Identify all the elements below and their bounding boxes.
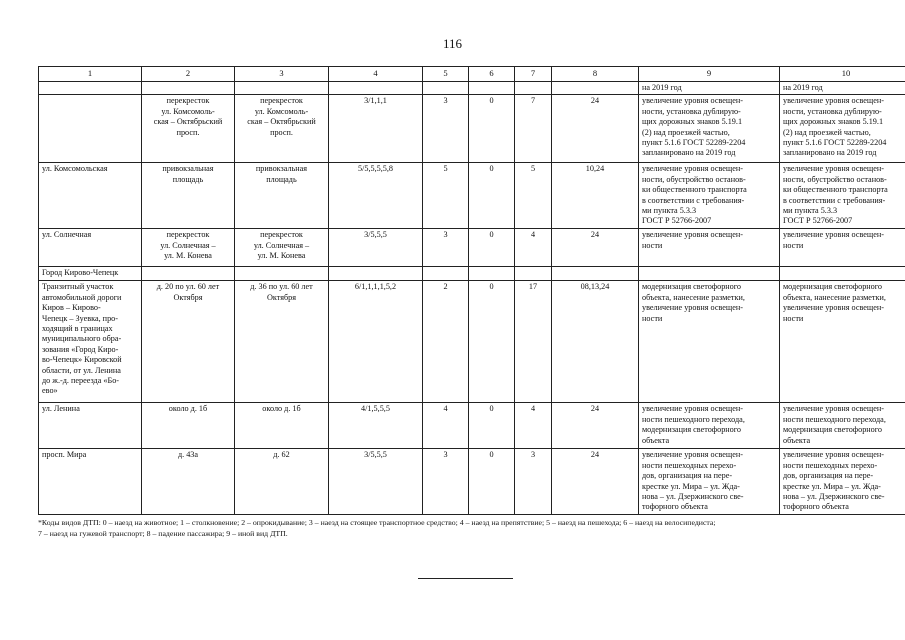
table-cell-col10 (780, 267, 905, 281)
header-cell: 9 (639, 67, 780, 82)
table-cell-col9: увеличение уровня освещен- ности, обустройство останов- ки общественного транспорта в соответствии с требования- ми пункта 5.3.3 ГОСТ Р 52766-2007 (639, 163, 780, 229)
table-cell-col9: модернизация светофорного объекта, нанесение разметки, увеличение уровня освещен- ности (639, 281, 780, 403)
accident-sites-table (38, 66, 905, 515)
header-cell: 8 (552, 67, 639, 82)
table-header-row (39, 67, 905, 82)
header-cell: 6 (469, 67, 515, 82)
footnote-line: *Коды видов ДТП: 0 – наезд на животное; 1 – столкновение; 2 – опрокидывание; 3 – наезд на стоящее транспортное средство; 4 – наезд на препятствие; 5 – наезд на пешехода; 6 – наезд на велосипедиста; (38, 518, 716, 527)
table-cell-col5: 3 (423, 449, 469, 515)
table-cell-col3 (235, 82, 329, 95)
table-cell-col6: 0 (469, 229, 515, 267)
header-cell: 7 (515, 67, 552, 82)
table-cell-col3: перекресток ул. Солнечная – ул. М. Конева (235, 229, 329, 267)
table-cell-col7 (515, 82, 552, 95)
footnote (38, 517, 888, 539)
table-cell-col2: перекресток ул. Комсомоль- ская – Октябрьский просп. (142, 95, 235, 163)
table-cell-col3 (235, 267, 329, 281)
table-cell-col7 (515, 267, 552, 281)
table-cell-col7: 4 (515, 403, 552, 449)
table-cell-col6 (469, 82, 515, 95)
table-cell-col6: 0 (469, 163, 515, 229)
table-cell-col10: увеличение уровня освещен- ности (780, 229, 905, 267)
table-cell-col5: 4 (423, 403, 469, 449)
table-cell-col5: 2 (423, 281, 469, 403)
table-cell-col2 (142, 82, 235, 95)
table-cell-col8 (552, 82, 639, 95)
table-row (39, 281, 905, 403)
table-cell-col3: перекресток ул. Комсомоль- ская – Октябрьский просп. (235, 95, 329, 163)
table-cell-col7: 4 (515, 229, 552, 267)
table-cell-col9: увеличение уровня освещен- ности, установка дублирую- щих дорожных знаков 5.19.1 (2) над проезжей частью, пункт 5.1.6 ГОСТ 52289-2204 запланировано на 2019 год (639, 95, 780, 163)
table-cell-col10: модернизация светофорного объекта, нанесение разметки, увеличение уровня освещен- ности (780, 281, 905, 403)
table-row (39, 82, 905, 95)
table-cell-col9: на 2019 год (639, 82, 780, 95)
table-cell-col5 (423, 82, 469, 95)
header-cell: 1 (39, 67, 142, 82)
table-cell-col8: 10,24 (552, 163, 639, 229)
header-cell: 2 (142, 67, 235, 82)
table-cell-col1: ул. Ленина (39, 403, 142, 449)
table-cell-col8: 24 (552, 403, 639, 449)
table-cell-col6: 0 (469, 281, 515, 403)
table-cell-col4: 4/1,5,5,5 (329, 403, 423, 449)
table-cell-col2: д. 43а (142, 449, 235, 515)
header-cell: 10 (780, 67, 905, 82)
table-cell-col8 (552, 267, 639, 281)
table-cell-col4: 3/5,5,5 (329, 229, 423, 267)
table-cell-col3: д. 36 по ул. 60 лет Октября (235, 281, 329, 403)
table-cell-col1 (39, 95, 142, 163)
table-row (39, 163, 905, 229)
header-cell: 5 (423, 67, 469, 82)
table-cell-col7: 3 (515, 449, 552, 515)
table-row (39, 267, 905, 281)
table-cell-col10: увеличение уровня освещен- ности, обустройство останов- ки общественного транспорта в соответствии с требования- ми пункта 5.3.3 ГОСТ Р 52766-2007 (780, 163, 905, 229)
table-cell-col10: увеличение уровня освещен- ности пешеходных перехо- дов, организация на пере- крестке ул. Мира – ул. Жда- нова – ул. Дзержинского све- тофорного объекта (780, 449, 905, 515)
separator-line (418, 578, 513, 579)
table-row (39, 403, 905, 449)
page-number: 116 (442, 36, 463, 51)
table-cell-col4: 3/1,1,1 (329, 95, 423, 163)
table-cell-col7: 17 (515, 281, 552, 403)
header-cell: 3 (235, 67, 329, 82)
table-cell-col5: 5 (423, 163, 469, 229)
table-cell-col1: Город Кирово-Чепецк (39, 267, 142, 281)
table-cell-col5: 3 (423, 95, 469, 163)
table-cell-col2 (142, 267, 235, 281)
header-cell: 4 (329, 67, 423, 82)
table-cell-col5 (423, 267, 469, 281)
table-row (39, 95, 905, 163)
table-cell-col9: увеличение уровня освещен- ности пешеходного перехода, модернизация светофорного объекта (639, 403, 780, 449)
table-cell-col1 (39, 82, 142, 95)
table-cell-col3: около д. 1б (235, 403, 329, 449)
table-cell-col6: 0 (469, 95, 515, 163)
table-cell-col2: перекресток ул. Солнечная – ул. М. Конева (142, 229, 235, 267)
table-cell-col10: увеличение уровня освещен- ности пешеходного перехода, модернизация светофорного объекта (780, 403, 905, 449)
table-cell-col8: 08,13,24 (552, 281, 639, 403)
table-cell-col4: 3/5,5,5 (329, 449, 423, 515)
table-cell-col7: 5 (515, 163, 552, 229)
table-cell-col6 (469, 267, 515, 281)
table-cell-col2: д. 20 по ул. 60 лет Октября (142, 281, 235, 403)
table-cell-col9: увеличение уровня освещен- ности (639, 229, 780, 267)
table-cell-col8: 24 (552, 95, 639, 163)
table-cell-col1: Транзитный участок автомобильной дороги Киров – Кирово- Чепецк – Зуевка, про- ходящий в границах муниципального обра- зования «Город Киро- во-Чепецк» Кировской области, от ул. Ленина до ж.-д. переезда «Бо- ево» (39, 281, 142, 403)
table-cell-col6: 0 (469, 403, 515, 449)
table-cell-col6: 0 (469, 449, 515, 515)
table-cell-col3: д. 62 (235, 449, 329, 515)
table-cell-col1: ул. Комсомольская (39, 163, 142, 229)
table-cell-col8: 24 (552, 229, 639, 267)
table-cell-col9 (639, 267, 780, 281)
table-cell-col2: около д. 1б (142, 403, 235, 449)
table-row (39, 449, 905, 515)
table-cell-col10: на 2019 год (780, 82, 905, 95)
table-cell-col1: просп. Мира (39, 449, 142, 515)
table-cell-col4: 5/5,5,5,5,8 (329, 163, 423, 229)
footnote-line: 7 – наезд на гужевой транспорт; 8 – падение пассажира; 9 – иной вид ДТП. (38, 529, 288, 538)
table-cell-col7: 7 (515, 95, 552, 163)
table-cell-col4 (329, 82, 423, 95)
table-cell-col5: 3 (423, 229, 469, 267)
table-cell-col10: увеличение уровня освещен- ности, установка дублирую- щих дорожных знаков 5.19.1 (2) над проезжей частью, пункт 5.1.6 ГОСТ 52289-2204 запланировано на 2019 год (780, 95, 905, 163)
table-cell-col9: увеличение уровня освещен- ности пешеходных перехо- дов, организация на пере- крестке ул. Мира – ул. Жда- нова – ул. Дзержинского све- тофорного объекта (639, 449, 780, 515)
table-cell-col8: 24 (552, 449, 639, 515)
table-row (39, 229, 905, 267)
table-cell-col4 (329, 267, 423, 281)
table-cell-col2: привокзальная площадь (142, 163, 235, 229)
table-cell-col4: 6/1,1,1,1,5,2 (329, 281, 423, 403)
table-cell-col3: привокзальная площадь (235, 163, 329, 229)
table-cell-col1: ул. Солнечная (39, 229, 142, 267)
